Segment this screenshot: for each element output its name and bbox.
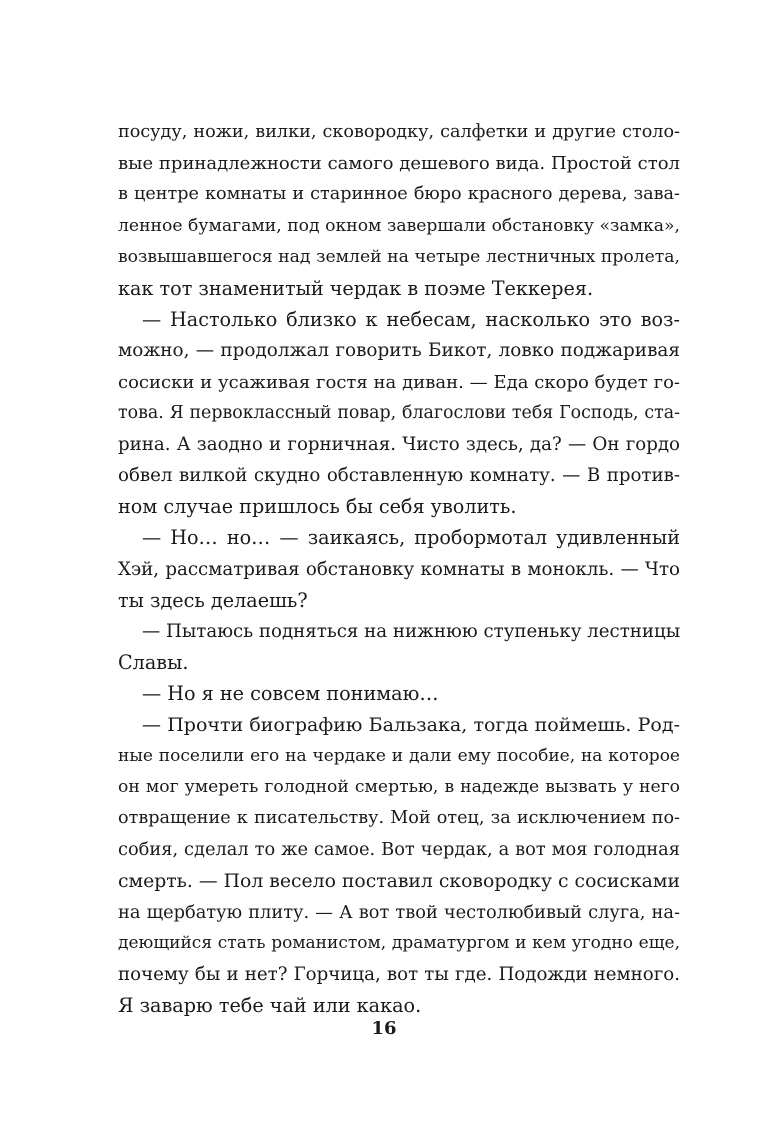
text-line: посуду, ножи, вилки, сковородку, салфетки и другие столо- [118, 122, 680, 142]
text-line: как тот знаменитый чердак в поэме Теккерея. [118, 276, 594, 300]
text-line: — Но… но… — заикаясь, пробормотал удивленный [142, 526, 680, 550]
text-line: отвращение к писательству. Мой отец, за исключением по- [118, 808, 680, 829]
text-line: смерть. — Пол весело поставил сковородку с сосисками [118, 870, 680, 892]
text-line: това. Я первоклассный повар, благослови тебя Господь, ста- [118, 402, 680, 423]
text-line: возвышавшегося над землей на четыре лестничных пролета, [118, 246, 680, 267]
page-number: 16 [371, 1018, 397, 1039]
text-line: он мог умереть голодной смертью, в надежде вызвать у него [118, 776, 680, 797]
text-line: сосиски и усаживая гостя на диван. — Еда скоро будет го- [118, 371, 680, 393]
text-line: деющийся стать романистом, драматургом и кем угодно еще, [118, 932, 680, 953]
text-line: ном случае пришлось бы себя уволить. [118, 495, 517, 519]
text-line: на щербатую плиту. — А вот твой честолюбивый слуга, на- [118, 901, 680, 923]
text-line: собия, сделал то же самое. Вот чердак, а вот моя голодная [118, 839, 680, 861]
text-line: в центре комнаты и старинное бюро красного дерева, зава- [118, 184, 680, 205]
text-line: — Настолько близко к небесам, насколько это воз- [142, 308, 680, 332]
text-line: ные поселили его на чердаке и дали ему пособие, на которое [118, 745, 680, 766]
text-line: почему бы и нет? Горчица, вот ты где. Подожди немного. [118, 964, 680, 986]
text-line: Славы. [118, 651, 189, 675]
text-line: можно, — продолжал говорить Бикот, ловко поджаривая [118, 340, 680, 362]
text-line: рина. А заодно и горничная. Чисто здесь, да? — Он гордо [118, 433, 680, 455]
text-line: Я заварю тебе чай или какао. [118, 994, 422, 1018]
body-text [118, 117, 680, 1021]
text-line: ты здесь делаешь? [118, 588, 308, 612]
text-line: обвел вилкой скудно обставленную комнату. — В против- [118, 465, 680, 487]
text-line: вые принадлежности самого дешевого вида. Простой стол [118, 153, 680, 175]
text-line: ленное бумагами, под окном завершали обстановку «замка», [118, 215, 680, 236]
text-line: — Прочти биографию Бальзака, тогда поймешь. Род- [142, 713, 680, 736]
text-line: — Но я не совсем понимаю… [142, 682, 439, 706]
text-line: — Пытаюсь подняться на нижнюю ступеньку лестницы [142, 621, 681, 642]
text-line: Хэй, рассматривая обстановку комнаты в монокль. — Что [118, 558, 680, 580]
